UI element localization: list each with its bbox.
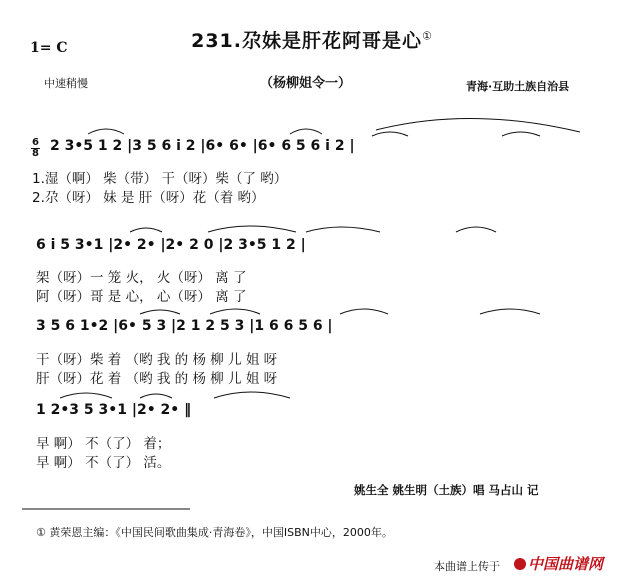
time-signature-bottom: 8 <box>32 148 39 159</box>
system-4-lyrics-2: 早 啊） 不（了） 活。 <box>36 455 171 471</box>
system-1-notes: 2 3•5 1 2 |3 5 6 i 2 |6• 6• |6• 6 5 6 i 2 | <box>50 138 355 154</box>
title-text: 231.尕妹是肝花阿哥是心 <box>191 30 422 52</box>
tie-mark <box>208 226 296 232</box>
tie-mark <box>210 309 260 314</box>
system-1-lyrics-2: 2.尕（呀） 妹 是 肝（呀）花（着 哟） <box>32 190 265 206</box>
system-4-notes: 1 2•3 5 3•1 |2• 2• ‖ <box>36 402 192 418</box>
logo-text: 中国曲谱网 <box>528 555 604 573</box>
slur-mark <box>140 394 172 398</box>
tie-mark <box>214 392 290 398</box>
system-3-lyrics-2: 肝（呀）花 着 （哟 我 的 杨 柳 儿 姐 呀 <box>36 371 278 387</box>
slur-mark <box>502 132 540 136</box>
key-signature: 1= C <box>30 40 68 56</box>
globe-icon <box>514 558 526 570</box>
footnote-mark: ① <box>422 29 433 43</box>
time-signature-top: 6 <box>32 137 39 148</box>
slur-mark <box>372 132 408 136</box>
system-2-lyrics-2: 阿（呀）哥 是 心， 心（呀） 离 了 <box>36 289 247 305</box>
song-subtitle: （杨柳姐令一） <box>260 76 352 91</box>
slur-mark <box>456 227 496 232</box>
slur-mark <box>290 129 322 134</box>
system-1-lyrics-1: 1.湿（啊） 柴（带） 干（呀）柴（了 哟） <box>32 171 288 187</box>
system-4-lyrics-1: 早 啊） 不（了） 着； <box>36 436 171 452</box>
system-3-lyrics-1: 干（呀）柴 着 （哟 我 的 杨 柳 儿 姐 呀 <box>36 352 278 368</box>
tie-mark <box>376 118 580 132</box>
credits: 姚生全 姚生明（土族）唱 马占山 记 <box>354 483 539 497</box>
slur-mark <box>130 228 162 232</box>
slur-mark <box>140 310 180 314</box>
upload-text: 本曲谱上传于 <box>434 560 500 573</box>
slur-mark <box>340 309 388 314</box>
slur-mark <box>60 393 112 398</box>
system-3-notes: 3 5 6 1•2 |6• 5 3 |2 1 2 5 3 |1 6 6 5 6 | <box>36 318 333 334</box>
slur-mark <box>480 309 540 314</box>
tempo-marking: 中速稍慢 <box>44 77 88 90</box>
footnote-text: ① 黄荣恩主编：《中国民间歌曲集成·青海卷》，中国ISBN中心，2000年。 <box>36 526 393 539</box>
slur-mark <box>88 129 124 134</box>
tie-mark <box>306 227 380 232</box>
system-2-notes: 6 i 5 3•1 |2• 2• |2• 2 0 |2 3•5 1 2 | <box>36 237 306 253</box>
site-logo[interactable] <box>514 553 603 574</box>
song-origin: 青海·互助土族自治县 <box>466 80 570 93</box>
system-2-lyrics-1: 架（呀）一 笼 火， 火（呀） 离 了 <box>36 270 247 286</box>
